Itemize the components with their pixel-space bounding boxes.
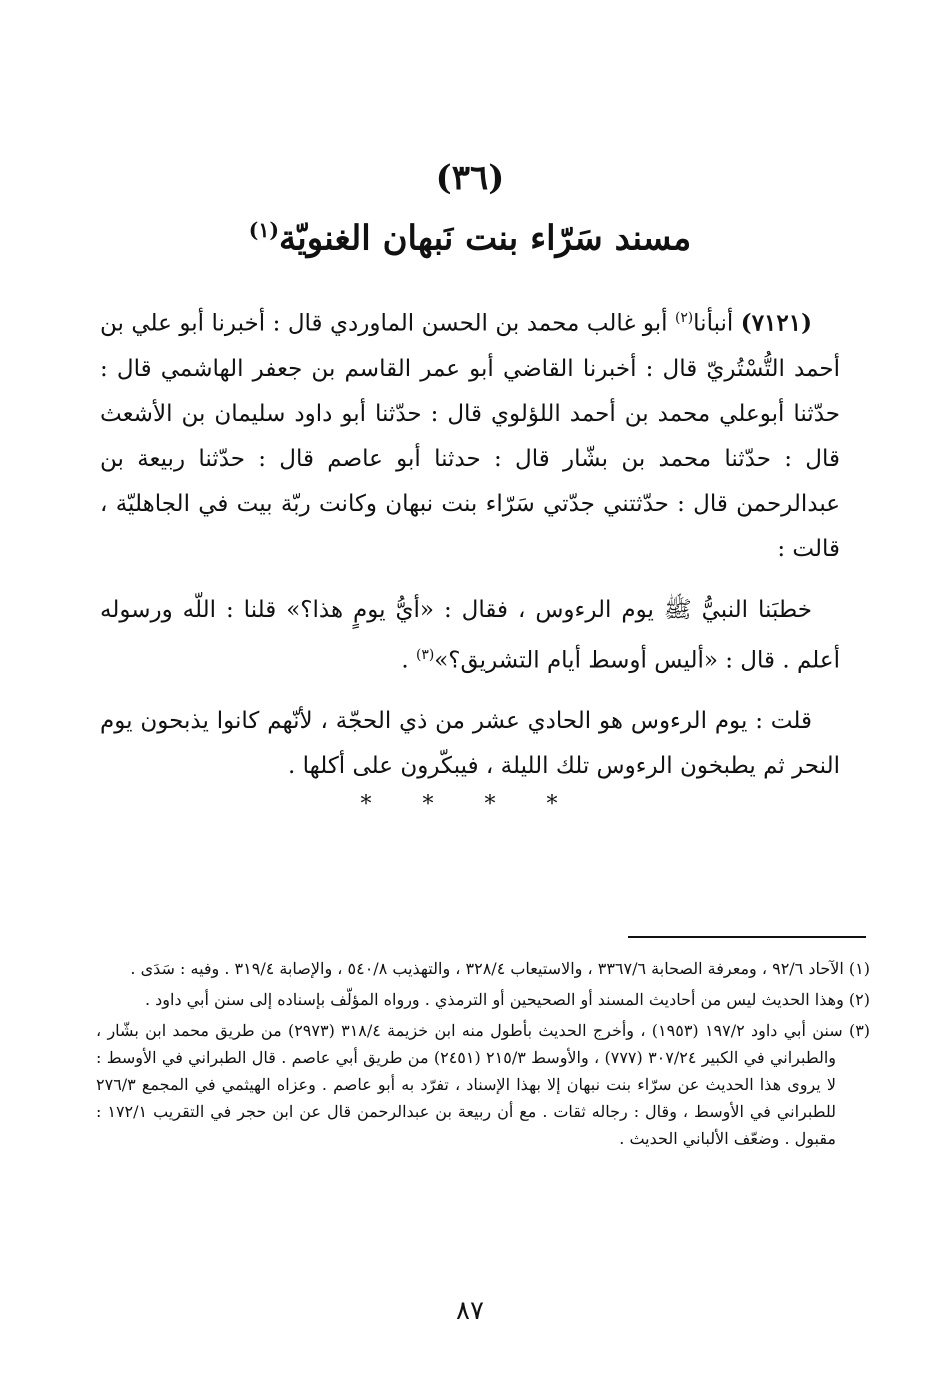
hadith-isnad-paragraph bbox=[100, 296, 840, 572]
footnote-ref-1: (١) bbox=[248, 218, 280, 242]
chapter-title-text: مسند سَرّاء بنت نَبهان الغنويّة bbox=[279, 218, 692, 259]
footnote-divider bbox=[628, 936, 866, 938]
footnote-text: وهذا الحديث ليس من أحاديث المسند أو الصحيحين أو الترمذي . ورواه المؤلّف بإسناده إلى سنن أبي داود . bbox=[145, 990, 844, 1009]
footnotes bbox=[96, 955, 870, 1156]
hadith-number: (٧١٢١) bbox=[740, 309, 812, 337]
comment-text: قلت : يوم الرءوس هو الحادي عشر من ذي الحجّة ، لأنّهم كانوا يذبحون يوم النحر ثم يطبخون الرءوس تلك الليلة ، فيبكّرون على أكلها . bbox=[100, 708, 840, 780]
footnote-item bbox=[96, 1017, 870, 1152]
section-separator: * * * * bbox=[360, 792, 580, 817]
footnote-number: (١) bbox=[848, 959, 870, 978]
footnote-number: (٣) bbox=[848, 1021, 871, 1040]
footnote-item bbox=[96, 986, 870, 1013]
hadith-body bbox=[100, 296, 840, 805]
footnote-text: سنن أبي داود ١٩٧/٢ (١٩٥٣) ، وأخرج الحديث بأطول منه ابن خزيمة ٣١٨/٤ (٢٩٧٣) من طريق محمد ابن بشّار ، والطبراني في الكبير ٣٠٧/٢٤ (٧٧٧) ، والأوسط ٢١٥/٣ (٢٤٥١) من طريق أبي عاصم . قال الطبراني في الأوسط : لا يروى هذا الحديث عن سرّاء بنت نبهان إلا بهذا الإسناد ، تفرّد به أبو عاصم . وعزاه الهيثمي في المجمع ٢٧٦/٣ للطبراني في الأوسط ، وقال : رجاله ثقات . مع أن ربيعة بن عبدالرحمن قال عن ابن حجر في التقريب ١٧٢/١ : مقبول . وضعّف الألباني الحديث . bbox=[96, 1021, 843, 1148]
chapter-number: (٣٦) bbox=[435, 158, 505, 198]
author-comment-paragraph bbox=[100, 699, 840, 789]
page-number: ٨٧ bbox=[456, 1296, 484, 1326]
footnote-text: الآحاد ٩٢/٦ ، ومعرفة الصحابة ٣٣٦٧/٦ ، والاستيعاب ٣٢٨/٤ ، والتهذيب ٥٤٠/٨ ، والإصابة ٣١٩/٤ . وفيه : سَدَى . bbox=[130, 959, 844, 978]
footnote-ref-3: (٣) bbox=[416, 646, 435, 663]
isnad-text: أبو غالب محمد بن الحسن الماوردي قال : أخبرنا أبو علي بن أحمد التُّسْتُريّ قال : أخبرنا القاضي أبو عمر القاسم بن جعفر الهاشمي قال : حدّثنا أبوعلي محمد بن أحمد اللؤلوي قال : حدّثنا أبو داود سليمان بن الأشعث قال : حدّثنا محمد بن بشّار قال : حدثنا أبو عاصم قال : حدّثنا ربيعة بن عبدالرحمن قال : حدّثتني جدّتي سَرّاء بنت نبهان وكانت ربّة بيت في الجاهليّة ، قالت : bbox=[100, 310, 840, 562]
footnote-number: (٢) bbox=[848, 990, 870, 1009]
isnad-lead: أنبأنا bbox=[693, 310, 741, 337]
footnote-item bbox=[96, 955, 870, 982]
hadith-matn-paragraph bbox=[100, 588, 840, 684]
footnote-ref-2: (٢) bbox=[674, 310, 694, 326]
matn-end: . bbox=[401, 647, 417, 674]
chapter-title bbox=[100, 218, 840, 258]
matn-text: خطبَنا النبيُّ ﷺ يوم الرءوس ، فقال : «أيُّ يومٍ هذا؟» قلنا : اللّه ورسوله أعلم . قال : «أليس أوسط أيام التشريق؟» bbox=[100, 596, 840, 674]
